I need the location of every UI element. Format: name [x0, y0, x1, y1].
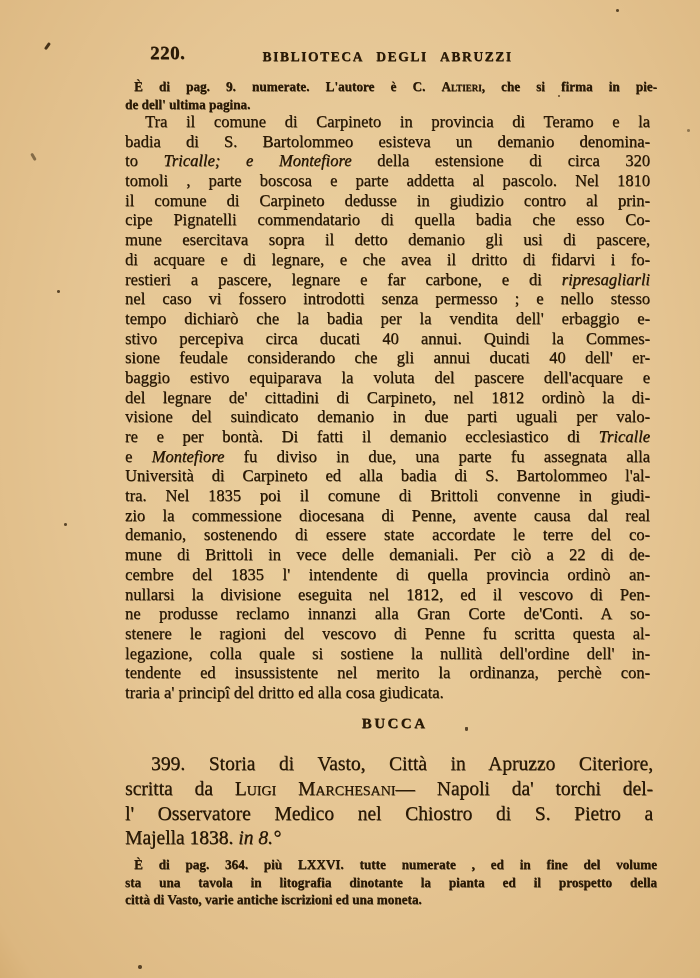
text-line: cembre del 1835 l' intendente di quella provincia ordinò an- [125, 564, 650, 584]
text-segment: della estensione di circa 320 [351, 151, 650, 171]
text-segment: restieri a pascere, legnare e far carbone, e di [125, 269, 562, 289]
text-line: città di Vasto, varie antiche iscrizioni ed una moneta. [125, 892, 422, 908]
text-segment: e [125, 446, 152, 466]
text-line: zio la commessione diocesana di Penne, avente causa dal real [125, 505, 650, 525]
text-segment: , che si firma in pie- [481, 79, 657, 94]
text-line: visione del suindicato demanio in due parti uguali per valo- [125, 407, 650, 427]
smallcaps-text: Luigi Marchesani [234, 778, 396, 800]
text-line: traria a' principî del dritto ed alla cosa giudicata. [125, 682, 444, 702]
text-line: il comune di Carpineto dedusse in giudizio contro al prin- [125, 190, 650, 210]
bibliographic-note-top [125, 78, 657, 113]
italic-text: Montefiore [151, 446, 225, 466]
text-line: del legnare de' cittadini di Carpineto, nel 1812 ordinò la di- [125, 387, 650, 407]
text-segment: fu diviso in due, una parte fu assegnata alla [224, 446, 650, 466]
text-line: 399. Storia di Vasto, Città in Apruzzo Citeriore, [151, 754, 653, 775]
text-line: nullarsi la divisione eseguita nel 1812, ed il vescovo di Pen- [125, 584, 650, 604]
italic-text: ripresagliarli [561, 269, 650, 289]
text-line: badia di S. Bartolommeo esisteva un demanio denomina- [125, 131, 650, 151]
text-line: sta una tavola in litografia dinotante la pianta ed il prospetto della [125, 874, 657, 890]
text-line: tempo dichiarò che la badia per la vendita dell' erbaggio e- [125, 308, 650, 328]
text-segment: scritta da [125, 778, 235, 800]
text-line: ne produsse reclamo innanzi alla Gran Corte de'Conti. A so- [125, 604, 650, 624]
text-segment: Majella 1838. [125, 828, 239, 850]
text-line: nel caso vi fossero introdotti senza permesso ; e nello stesso [125, 289, 650, 309]
scan-speck [30, 153, 36, 161]
text-line: Tra il comune di Carpineto in provincia di Teramo e la [145, 112, 650, 131]
section-heading-bucca: BUCCA [361, 716, 428, 732]
running-title: BIBLIOTECA DEGLI ABRUZZI [262, 49, 513, 64]
text-line [125, 270, 650, 290]
italic-text: Tricalle; e Montefiore [163, 151, 352, 171]
text-line: l' Osservatore Medico nel Chiostro di S. Pietro a [125, 803, 653, 825]
text-line: stivo percepiva circa ducati 40 annui. Quindi la Commes- [125, 328, 650, 348]
scan-speck [687, 129, 690, 132]
text-line: sione feudale considerando che gli annui ducati 40 dell' er- [125, 348, 650, 368]
text-line: mune esercitava sopra il detto demanio gli usi di pascere, [125, 230, 650, 250]
text-line [125, 78, 657, 96]
text-line: cipe Pignatelli commendatario di quella badia che esso Co- [125, 210, 650, 230]
italic-text: in 8.° [238, 828, 281, 850]
main-paragraph [125, 112, 650, 703]
scan-speck [465, 727, 468, 731]
text-line: mune di Brittoli in vece delle demaniali. Per ciò a 22 di de- [125, 545, 650, 565]
text-line [125, 778, 653, 803]
text-line: tomoli , parte boscosa e parte addetta al pascolo. Nel 1810 [125, 171, 650, 191]
text-line: di acquare e di legnare, e che avea il dritto di fidarvi i fo- [125, 249, 650, 269]
text-segment: È di pag. 9. numerate. L'autore è C. [134, 79, 442, 94]
text-line [125, 447, 650, 467]
italic-text: Tricalle [598, 427, 650, 446]
smallcaps-text: Altieri [441, 79, 482, 94]
text-line: de dell' ultima pagina. [125, 96, 251, 112]
scan-speck [44, 42, 51, 50]
page-number: 220. [150, 43, 186, 64]
text-segment: — Napoli da' torchi del- [395, 778, 653, 800]
text-line: tra. Nel 1835 poi il comune di Brittoli convenne in giudi- [125, 486, 650, 506]
scan-speck [64, 523, 67, 526]
text-line: legazione, colla quale si sostiene la nullità dell'ordine dell' in- [125, 643, 650, 663]
scan-speck [138, 965, 142, 969]
text-line: tendente ed insussistente nel merito la ordinanza, perchè con- [125, 663, 650, 683]
scan-speck [57, 290, 60, 293]
entry-399 [125, 753, 653, 852]
text-line [125, 427, 650, 447]
scan-speck [616, 9, 619, 12]
scan-speck [558, 95, 560, 97]
text-line: È di pag. 364. più LXXVI. tutte numerate , ed in fine del volume [134, 857, 657, 872]
text-line [125, 827, 653, 852]
text-segment: to [125, 151, 164, 171]
text-line [125, 151, 650, 171]
text-line: demanio, sostenendo di essere state accordate le terre del co- [125, 525, 650, 545]
text-line: stenere le ragioni del vescovo di Penne fu scritta questa al- [125, 623, 650, 643]
text-segment: re e per bontà. Di fatti il demanio ecclesiastico di [125, 427, 599, 446]
text-line: baggio estivo equiparava la voluta del pascere dell'acquare e [125, 367, 650, 387]
bibliographic-note-bottom [125, 856, 657, 909]
text-line: Università di Carpineto ed alla badia di S. Bartolommeo l'al- [125, 466, 650, 486]
